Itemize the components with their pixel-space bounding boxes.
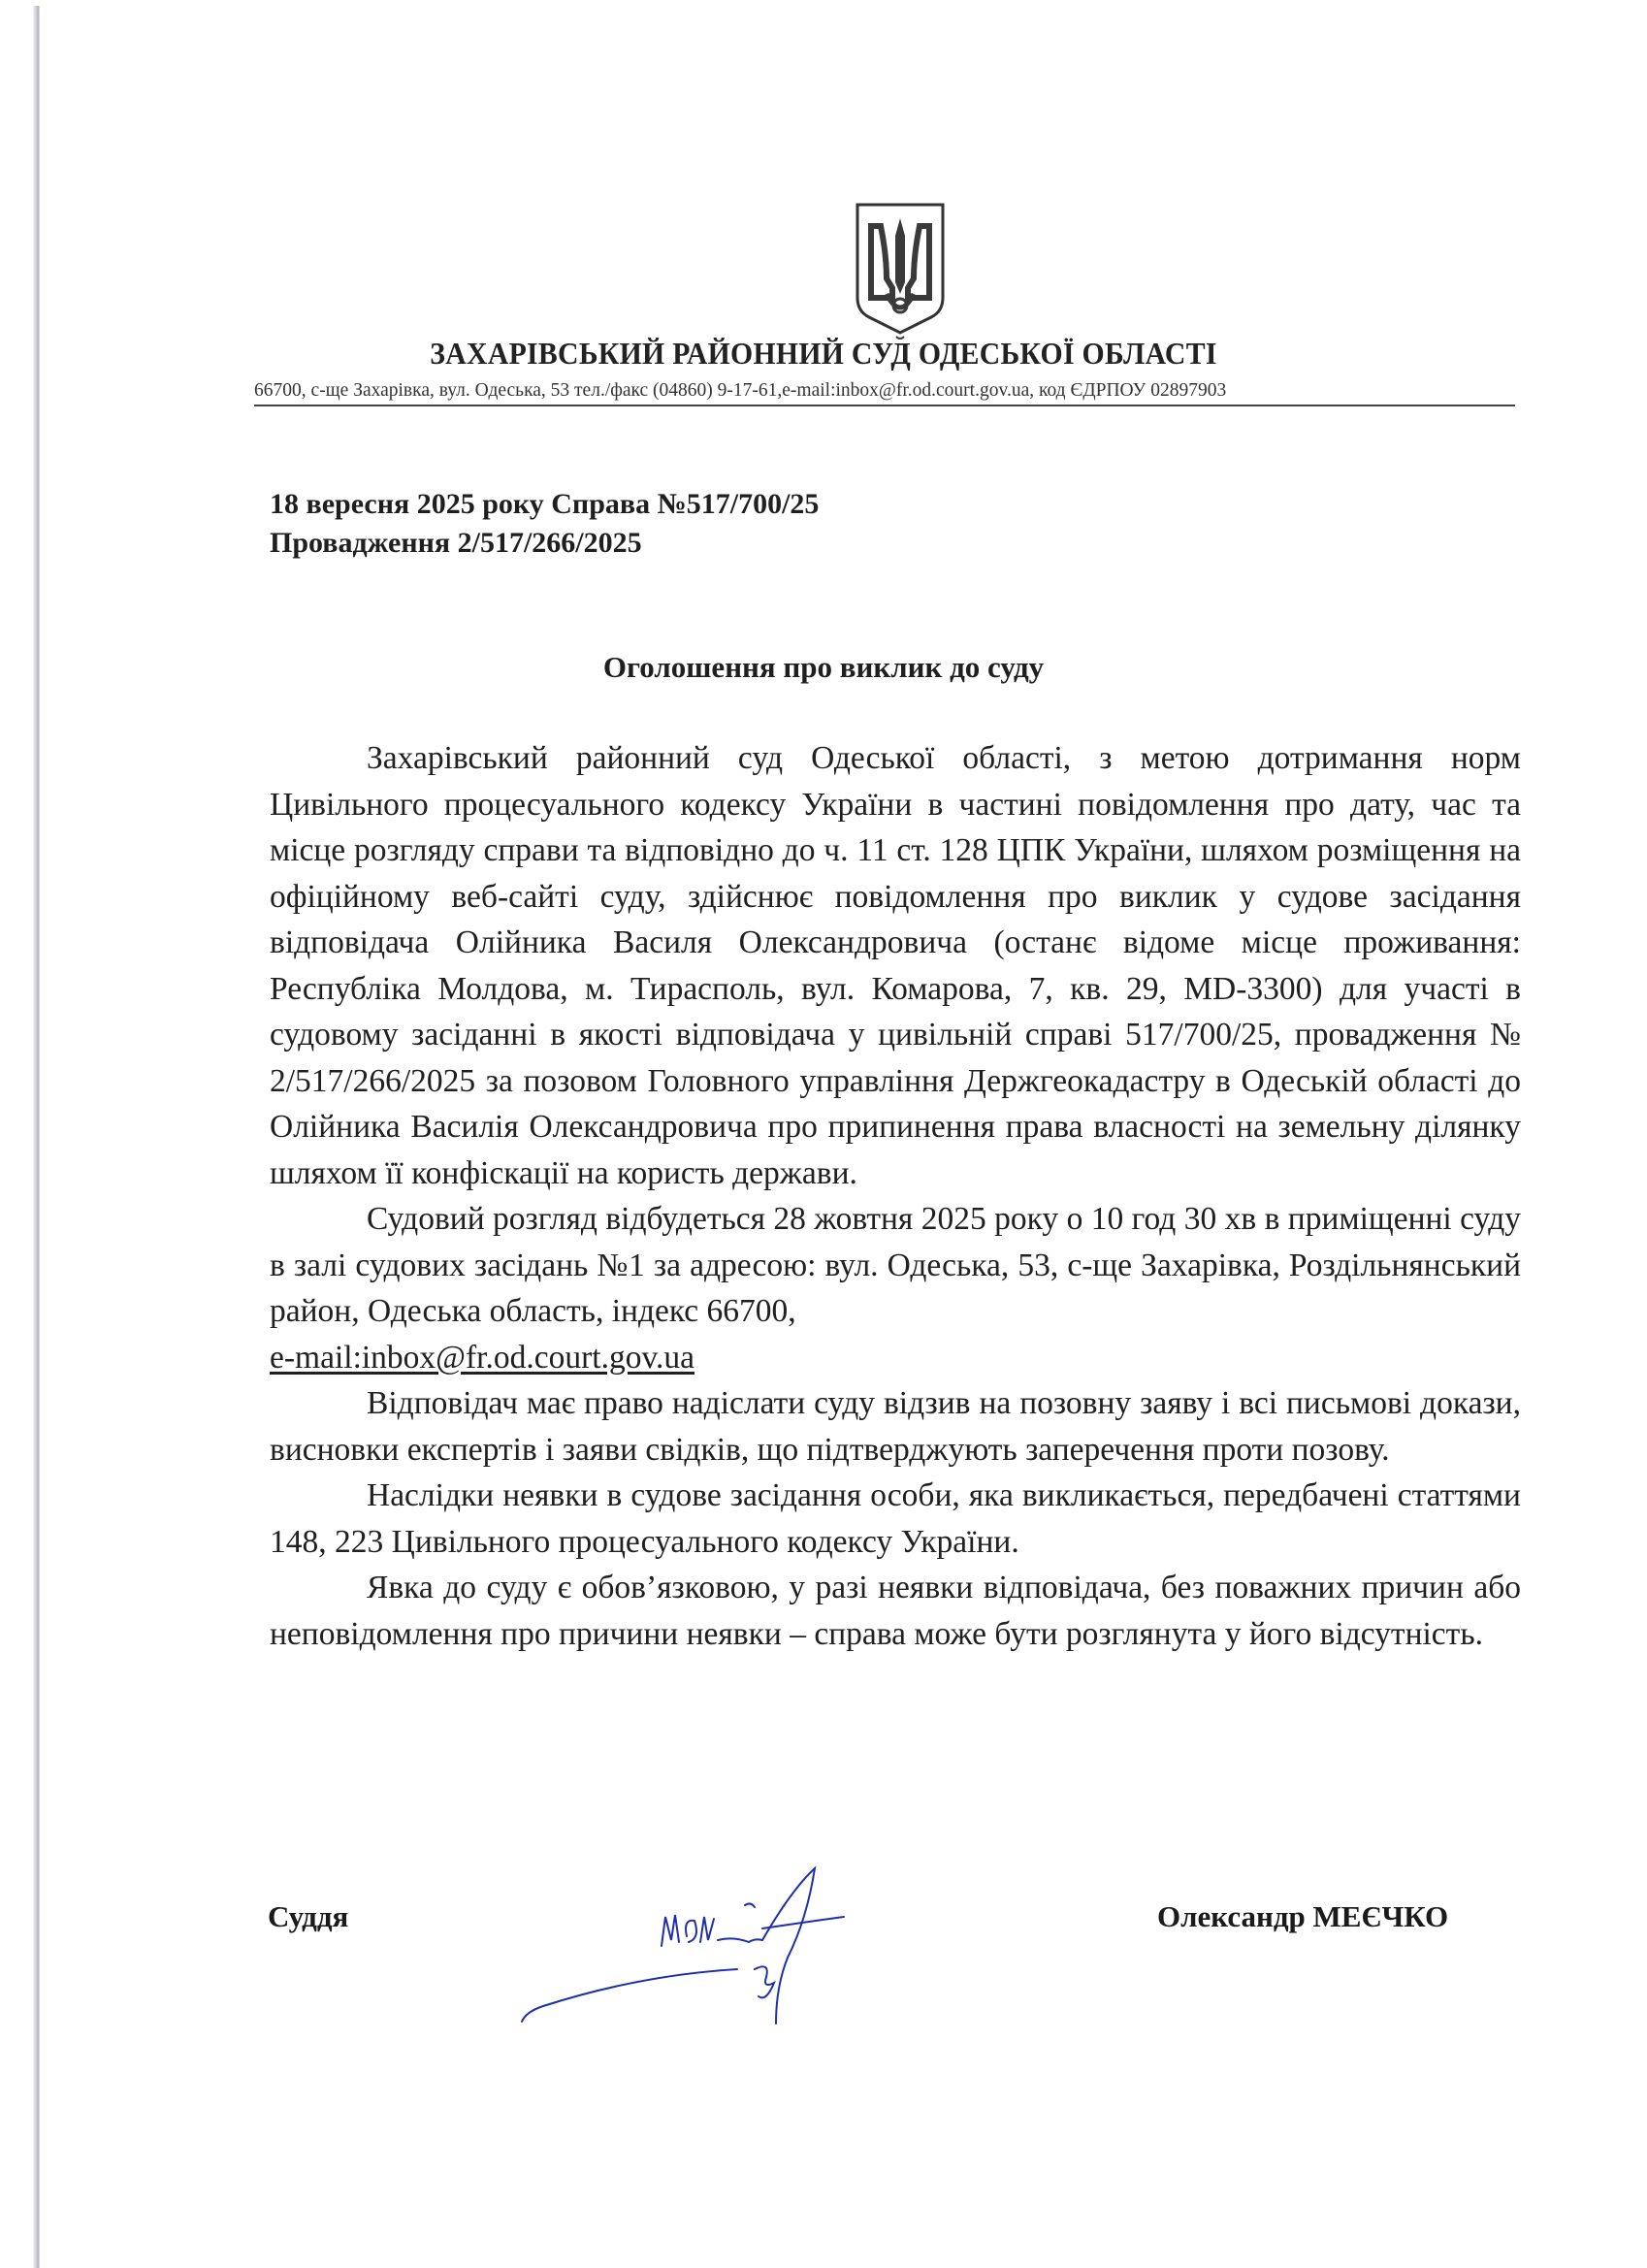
case-date-number: 18 вересня 2025 року Справа №517/700/25 — [270, 488, 820, 520]
proceeding-number: Провадження 2/517/266/2025 — [270, 527, 642, 559]
case-meta — [270, 485, 819, 563]
paragraph-summons: Захарівський районний суд Одеської області, з метою дотримання норм Цивільного процесуального кодексу України в частині повідомлення про дату, час та місце розгляду справи та відповідно до ч. 11 ст. 128 ЦПК України, шляхом розміщення на офіційному веб-сайті суду, здійснює повідомлення про виклик у судове засідання відповідача Олійника Василя Олександровича (останє відоме місце проживання: Республіка Молдова, м. Тирасполь, вул. Комарова, 7, кв. 29, MD-3300) для участі в судовому засіданні в якості відповідача у цивільній справі 517/700/25, провадження № 2/517/266/2025 за позовом Головного управління Держгеокадастру в Одеській області до Олійника Василія Олександровича про припинення права власності на земельну ділянку шляхом її конфіскації на користь держави. — [270, 740, 1521, 1191]
judge-label: Суддя — [268, 1899, 349, 1933]
court-address-line: 66700, с-ще Захарівка, вул. Одеська, 53 тел./факс (04860) 9-17-61,e-mail:inbox@fr.od.court.gov.ua, код ЄДРПОУ 02897903 — [254, 378, 1515, 406]
paragraph-rights: Відповідач має право надіслати суду відзив на позовну заяву і всі письмові докази, висновки експертів і заяви свідків, що підтверджують заперечення проти позову. — [270, 1385, 1521, 1468]
notice-body — [270, 735, 1521, 1657]
court-name-heading: ЗАХАРІВСЬКИЙ РАЙОННИЙ СУД ОДЕСЬКОЇ ОБЛАСТІ — [430, 336, 1217, 371]
hearing-details: Судовий розгляд відбудеться 28 жовтня 2025 року о 10 год 30 хв в приміщенні суду в залі судових засідань №1 за адресою: вул. Одеська, 53, с-ще Захарівка, Роздільнянський район, Одеська область, індекс 66700, — [270, 1201, 1521, 1329]
signature-block — [0, 1899, 1647, 2035]
ukraine-coat-of-arms-icon — [848, 197, 953, 342]
paragraph-hearing — [270, 1196, 1521, 1380]
paragraph-consequences: Наслідки неявки в судове засідання особи, яка викликається, передбачені статтями 148, 223 Цивільного процесуального кодексу України. — [270, 1477, 1521, 1560]
handwritten-signature-icon — [446, 1861, 989, 2045]
paragraph-attendance: Явка до суду є обов’язковою, у разі неявки відповідача, без поважних причин або неповідомлення про причини неявки – справа може бути розглянута у його відсутність. — [270, 1570, 1521, 1652]
judge-name: Олександр МЕЄЧКО — [1157, 1899, 1449, 1933]
court-email-link[interactable]: e-mail:inbox@fr.od.court.gov.ua — [270, 1339, 695, 1376]
notice-title: Оголошення про виклик до суду — [602, 650, 1045, 684]
